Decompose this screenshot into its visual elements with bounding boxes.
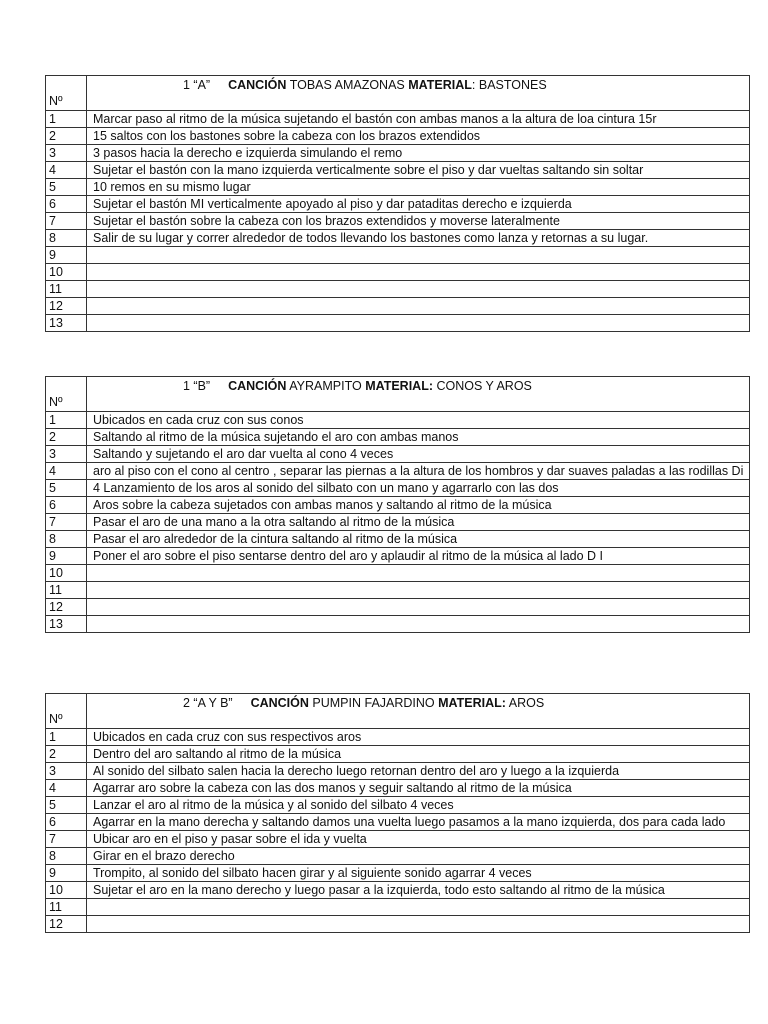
table-row	[46, 281, 750, 298]
row-activity	[87, 281, 750, 298]
row-activity: Sujetar el bastón sobre la cabeza con los brazos extendidos y moverse lateralmente	[87, 213, 750, 230]
row-activity: Trompito, al sonido del silbato hacen girar y al siguiente sonido agarrar 4 veces	[87, 865, 750, 882]
table-row	[46, 616, 750, 633]
row-number: 6	[46, 196, 87, 213]
material-value: : BASTONES	[471, 78, 547, 92]
row-number: 13	[46, 616, 87, 633]
row-number: 2	[46, 429, 87, 446]
song-name: TOBAS AMAZONAS	[289, 78, 405, 92]
row-number: 5	[46, 797, 87, 814]
row-number: 5	[46, 179, 87, 196]
table-row	[46, 446, 750, 463]
table-row	[46, 315, 750, 332]
table-row	[46, 230, 750, 247]
row-number: 11	[46, 281, 87, 298]
row-activity	[87, 916, 750, 933]
row-number: 4	[46, 463, 87, 480]
material-value: AROS	[505, 696, 545, 710]
row-number: 2	[46, 128, 87, 145]
row-number: 4	[46, 162, 87, 179]
row-number: 1	[46, 111, 87, 128]
row-number: 12	[46, 599, 87, 616]
row-number: 1	[46, 729, 87, 746]
table-row	[46, 111, 750, 128]
row-number: 3	[46, 446, 87, 463]
table-title	[87, 377, 750, 412]
row-activity: 4 Lanzamiento de los aros al sonido del silbato con un mano y agarrarlo con las dos	[87, 480, 750, 497]
routine-table-a-y-b	[45, 693, 750, 933]
row-number: 10	[46, 264, 87, 281]
table-row	[46, 145, 750, 162]
table-row	[46, 780, 750, 797]
number-header: Nº	[46, 76, 87, 111]
group-label: 1 “B”	[183, 379, 211, 393]
row-number: 1	[46, 412, 87, 429]
table-row	[46, 412, 750, 429]
row-number: 3	[46, 145, 87, 162]
row-activity: Dentro del aro saltando al ritmo de la música	[87, 746, 750, 763]
row-activity: Girar en el brazo derecho	[87, 848, 750, 865]
row-number: 11	[46, 899, 87, 916]
song-name: PUMPIN FAJARDINO	[312, 696, 435, 710]
routine-table-a	[45, 75, 750, 332]
row-number: 12	[46, 298, 87, 315]
material-label: MATERIAL	[408, 78, 472, 92]
row-activity	[87, 582, 750, 599]
material-value: CONOS Y AROS	[433, 379, 532, 393]
row-number: 8	[46, 848, 87, 865]
row-activity: Pasar el aro alrededor de la cintura saltando al ritmo de la música	[87, 531, 750, 548]
row-number: 9	[46, 247, 87, 264]
table-row	[46, 179, 750, 196]
row-activity: Salir de su lugar y correr alrededor de todos llevando los bastones como lanza y retornas a su lugar.	[87, 230, 750, 247]
table-row	[46, 746, 750, 763]
row-activity	[87, 599, 750, 616]
row-activity: Agarrar en la mano derecha y saltando damos una vuelta luego pasamos a la mano izquierda, dos para cada lado	[87, 814, 750, 831]
row-number: 2	[46, 746, 87, 763]
table-row	[46, 463, 750, 480]
table-row	[46, 497, 750, 514]
row-activity: Sujetar el bastón con la mano izquierda verticalmente sobre el piso y dar vueltas saltando sin soltar	[87, 162, 750, 179]
row-number: 4	[46, 780, 87, 797]
table-row	[46, 848, 750, 865]
row-number: 9	[46, 865, 87, 882]
row-number: 9	[46, 548, 87, 565]
table-row	[46, 548, 750, 565]
table-row	[46, 763, 750, 780]
table-row	[46, 582, 750, 599]
material-label: MATERIAL:	[365, 379, 433, 393]
cancion-label: CANCIÓN	[228, 78, 287, 92]
row-activity: Ubicados en cada cruz con sus conos	[87, 412, 750, 429]
row-activity: Lanzar el aro al ritmo de la música y al sonido del silbato 4 veces	[87, 797, 750, 814]
row-number: 10	[46, 565, 87, 582]
row-activity: 10 remos en su mismo lugar	[87, 179, 750, 196]
table-row	[46, 831, 750, 848]
row-activity: 15 saltos con los bastones sobre la cabeza con los brazos extendidos	[87, 128, 750, 145]
row-activity: 3 pasos hacia la derecho e izquierda simulando el remo	[87, 145, 750, 162]
row-number: 13	[46, 315, 87, 332]
cancion-label: CANCIÓN	[250, 696, 309, 710]
table-row	[46, 565, 750, 582]
row-activity	[87, 298, 750, 315]
table-row	[46, 882, 750, 899]
row-activity: Agarrar aro sobre la cabeza con las dos manos y seguir saltando al ritmo de la música	[87, 780, 750, 797]
row-activity	[87, 264, 750, 281]
row-number: 12	[46, 916, 87, 933]
table-row	[46, 162, 750, 179]
table-title	[87, 694, 750, 729]
table-row	[46, 264, 750, 281]
table-row	[46, 729, 750, 746]
table-row	[46, 213, 750, 230]
row-number: 6	[46, 814, 87, 831]
table-row	[46, 814, 750, 831]
table-row	[46, 514, 750, 531]
row-activity	[87, 616, 750, 633]
row-activity: aro al piso con el cono al centro , separar las piernas a la altura de los hombros y dar suaves paladas a las rodillas Di	[87, 463, 750, 480]
row-number: 7	[46, 213, 87, 230]
table-row	[46, 480, 750, 497]
row-number: 8	[46, 531, 87, 548]
table-row	[46, 599, 750, 616]
row-activity: Sujetar el bastón MI verticalmente apoyado al piso y dar pataditas derecho e izquierda	[87, 196, 750, 213]
row-activity: Aros sobre la cabeza sujetados con ambas manos y saltando al ritmo de la música	[87, 497, 750, 514]
table-title	[87, 76, 750, 111]
row-activity	[87, 315, 750, 332]
table-row	[46, 797, 750, 814]
row-activity: Saltando y sujetando el aro dar vuelta al cono 4 veces	[87, 446, 750, 463]
row-activity: Sujetar el aro en la mano derecho y luego pasar a la izquierda, todo esto saltando al ritmo de la música	[87, 882, 750, 899]
table-row	[46, 247, 750, 264]
number-header: Nº	[46, 694, 87, 729]
row-number: 5	[46, 480, 87, 497]
row-number: 3	[46, 763, 87, 780]
row-activity	[87, 247, 750, 264]
row-activity	[87, 565, 750, 582]
row-number: 7	[46, 831, 87, 848]
group-label: 2 “A Y B”	[183, 696, 233, 710]
row-activity: Ubicar aro en el piso y pasar sobre el ida y vuelta	[87, 831, 750, 848]
table-row	[46, 128, 750, 145]
row-activity: Ubicados en cada cruz con sus respectivos aros	[87, 729, 750, 746]
material-label: MATERIAL:	[438, 696, 506, 710]
row-activity: Saltando al ritmo de la música sujetando el aro con ambas manos	[87, 429, 750, 446]
header-row	[46, 694, 750, 729]
group-label: 1 “A”	[183, 78, 211, 92]
table-row	[46, 531, 750, 548]
row-number: 11	[46, 582, 87, 599]
row-number: 8	[46, 230, 87, 247]
table-row	[46, 196, 750, 213]
table-row	[46, 865, 750, 882]
cancion-label: CANCIÓN	[228, 379, 287, 393]
row-activity: Pasar el aro de una mano a la otra saltando al ritmo de la música	[87, 514, 750, 531]
table-row	[46, 899, 750, 916]
song-name: AYRAMPITO	[289, 379, 362, 393]
header-row	[46, 76, 750, 111]
table-row	[46, 298, 750, 315]
row-number: 6	[46, 497, 87, 514]
row-activity: Marcar paso al ritmo de la música sujetando el bastón con ambas manos a la altura de loa cintura 15r	[87, 111, 750, 128]
table-row	[46, 916, 750, 933]
header-row	[46, 377, 750, 412]
row-activity	[87, 899, 750, 916]
row-activity: Poner el aro sobre el piso sentarse dentro del aro y aplaudir al ritmo de la música al lado D I	[87, 548, 750, 565]
row-number: 10	[46, 882, 87, 899]
row-number: 7	[46, 514, 87, 531]
number-header: Nº	[46, 377, 87, 412]
row-activity: Al sonido del silbato salen hacia la derecho luego retornan dentro del aro y luego a la izquierda	[87, 763, 750, 780]
routine-table-b	[45, 376, 750, 633]
table-row	[46, 429, 750, 446]
